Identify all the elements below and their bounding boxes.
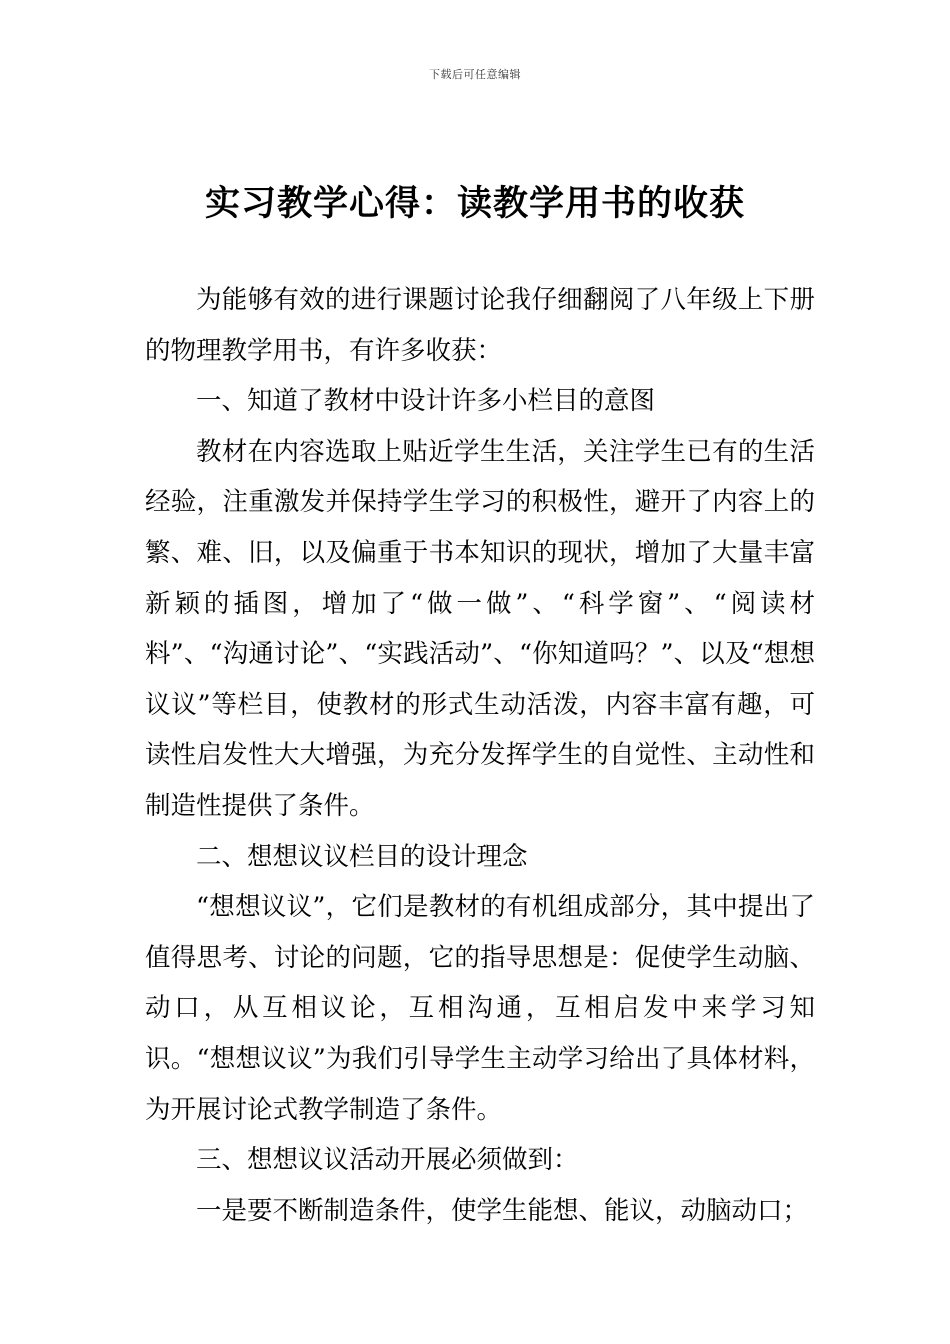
header-note: 下载后可任意编辑 bbox=[429, 68, 521, 81]
document-title: 实习教学心得：读教学用书的收获 bbox=[204, 183, 745, 224]
section-heading-3: 三、想想议议活动开展必须做到： bbox=[196, 1145, 579, 1176]
paragraph-section-1: 教材在内容选取上贴近学生生活，关注学生已有的生活经验，注重激发并保持学生学习的积极性，避开了内容上的繁、难、旧，以及偏重于书本知识的现状，增加了大量丰富新颖的插图，增加了“做一做”、“科学窗”、“阅读材料”、“沟通讨论”、“实践活动”、“你知道吗？”、以及“想想议议”等栏目，使教材的形式生动活泼，内容丰富有趣，可读性启发性大大增强，为充分发挥学生的自觉性、主动性和制造性提供了条件。 bbox=[145, 436, 815, 821]
section-heading-1: 一、知道了教材中设计许多小栏目的意图 bbox=[196, 386, 656, 417]
paragraph-section-2: “想想议议”，它们是教材的有机组成部分，其中提出了值得思考、讨论的问题，它的指导思想是：促使学生动脑、动口，从互相议论，互相沟通，互相启发中来学习知识。“想想议议”为我们引导学生主动学习给出了具体材料，为开展讨论式教学制造了条件。 bbox=[145, 892, 815, 1125]
paragraph-intro: 为能够有效的进行课题讨论我仔细翻阅了八年级上下册的物理教学用书，有许多收获： bbox=[145, 285, 815, 366]
section-heading-2: 二、想想议议栏目的设计理念 bbox=[196, 841, 528, 872]
document-body bbox=[145, 275, 815, 1236]
paragraph-section-3: 一是要不断制造条件，使学生能想、能议，动脑动口； bbox=[196, 1195, 809, 1226]
